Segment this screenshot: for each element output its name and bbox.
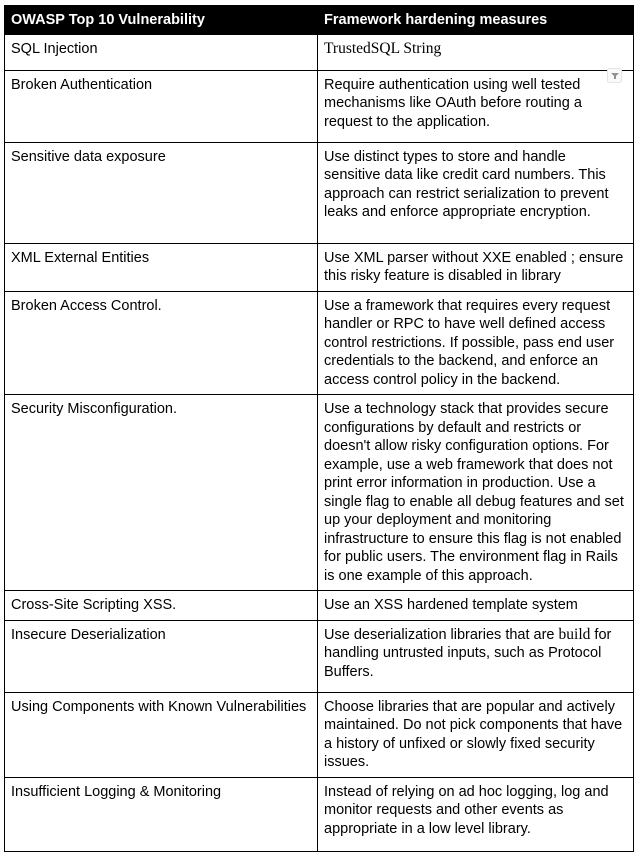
vulnerability-cell[interactable]: SQL Injection	[11, 40, 98, 57]
vulnerability-cell[interactable]: Insufficient Logging & Monitoring	[11, 783, 222, 800]
collapsed-comment-icon[interactable]	[607, 68, 622, 83]
vulnerability-cell[interactable]: Sensitive data exposure	[11, 148, 166, 165]
measure-text-segment: Use XML parser without XXE enabled ; ensure this risky feature is disabled in library	[324, 249, 624, 284]
measure-text-segment: build	[558, 625, 591, 643]
measure-cell[interactable]	[317, 35, 633, 70]
measure-text-segment: Use distinct types to store and handle sensitive data like credit card numbers. This approach can restrict serialization to prevent leaks and enforce appropriate encryption.	[324, 148, 609, 220]
measure-text-segment: Choose libraries that are popular and actively maintained. Do not pick components that have a history of unfixed or slowly fixed security issues.	[324, 698, 623, 770]
vulnerability-cell[interactable]: Broken Authentication	[11, 76, 153, 93]
measure-cell[interactable]	[317, 71, 633, 142]
vulnerability-cell[interactable]: Security Misconfiguration.	[11, 401, 178, 417]
measure-text-segment: Use a technology stack that provides secure configurations by default and restricts or doesn't allow risky configuration options. For example, use a web framework that does not print error information in production. Use a single flag to enable all debug features and set up your deployment and monitoring infrastructure to ensure this flag is not enabled for public users. The environment flag in Rails is one example of this approach.	[324, 401, 624, 584]
table-row	[5, 777, 633, 851]
measure-text-segment: Require authentication using well tested mechanisms like OAuth before routing a request to the application.	[324, 76, 582, 130]
measure-cell[interactable]	[317, 621, 633, 692]
table-row	[5, 394, 633, 590]
measure-text-segment: Use a framework that requires every request handler or RPC to have well defined access control restrictions. If possible, pass end user credentials to the backend, and enforce an access control policy in the backend.	[324, 297, 615, 388]
measure-cell[interactable]	[317, 778, 633, 851]
measure-cell[interactable]	[317, 244, 633, 291]
table-row	[5, 291, 633, 395]
owasp-table	[4, 5, 634, 852]
measure-cell[interactable]	[317, 292, 633, 395]
vulnerability-cell[interactable]: Cross-Site Scripting XSS.	[11, 597, 177, 613]
vulnerability-cell[interactable]: Broken Access Control.	[11, 297, 162, 314]
table-body	[5, 34, 633, 851]
measure-text-segment: TrustedSQL String	[324, 39, 442, 57]
vulnerability-cell[interactable]: XML External Entities	[11, 249, 150, 266]
vulnerability-cell[interactable]: Using Components with Known Vulnerabilities	[11, 698, 307, 715]
funnel-glyph-stem	[614, 76, 616, 79]
measure-cell[interactable]	[317, 143, 633, 243]
measure-text-segment: Instead of relying on ad hoc logging, log and monitor requests and other events as appropriate in a low level library.	[324, 783, 609, 837]
header-vulnerability-column[interactable]: OWASP Top 10 Vulnerability	[11, 12, 205, 28]
table-row	[5, 142, 633, 243]
measure-text-segment: for handling untrusted inputs, such as Protocol Buffers.	[324, 626, 612, 680]
measure-cell[interactable]	[317, 395, 633, 590]
table-row	[5, 590, 633, 620]
table-row	[5, 692, 633, 777]
vulnerability-cell[interactable]: Insecure Deserialization	[11, 626, 166, 643]
measure-cell[interactable]	[317, 591, 633, 620]
table-row	[5, 70, 633, 142]
table-header-row	[5, 6, 633, 34]
measure-cell[interactable]	[317, 693, 633, 777]
table-row	[5, 243, 633, 291]
table-row	[5, 34, 633, 70]
table-row	[5, 620, 633, 692]
header-measures-column[interactable]: Framework hardening measures	[317, 6, 633, 34]
measure-text-segment: Use an XSS hardened template system	[324, 597, 578, 613]
measure-text-segment: Use deserialization libraries that are	[324, 626, 559, 643]
